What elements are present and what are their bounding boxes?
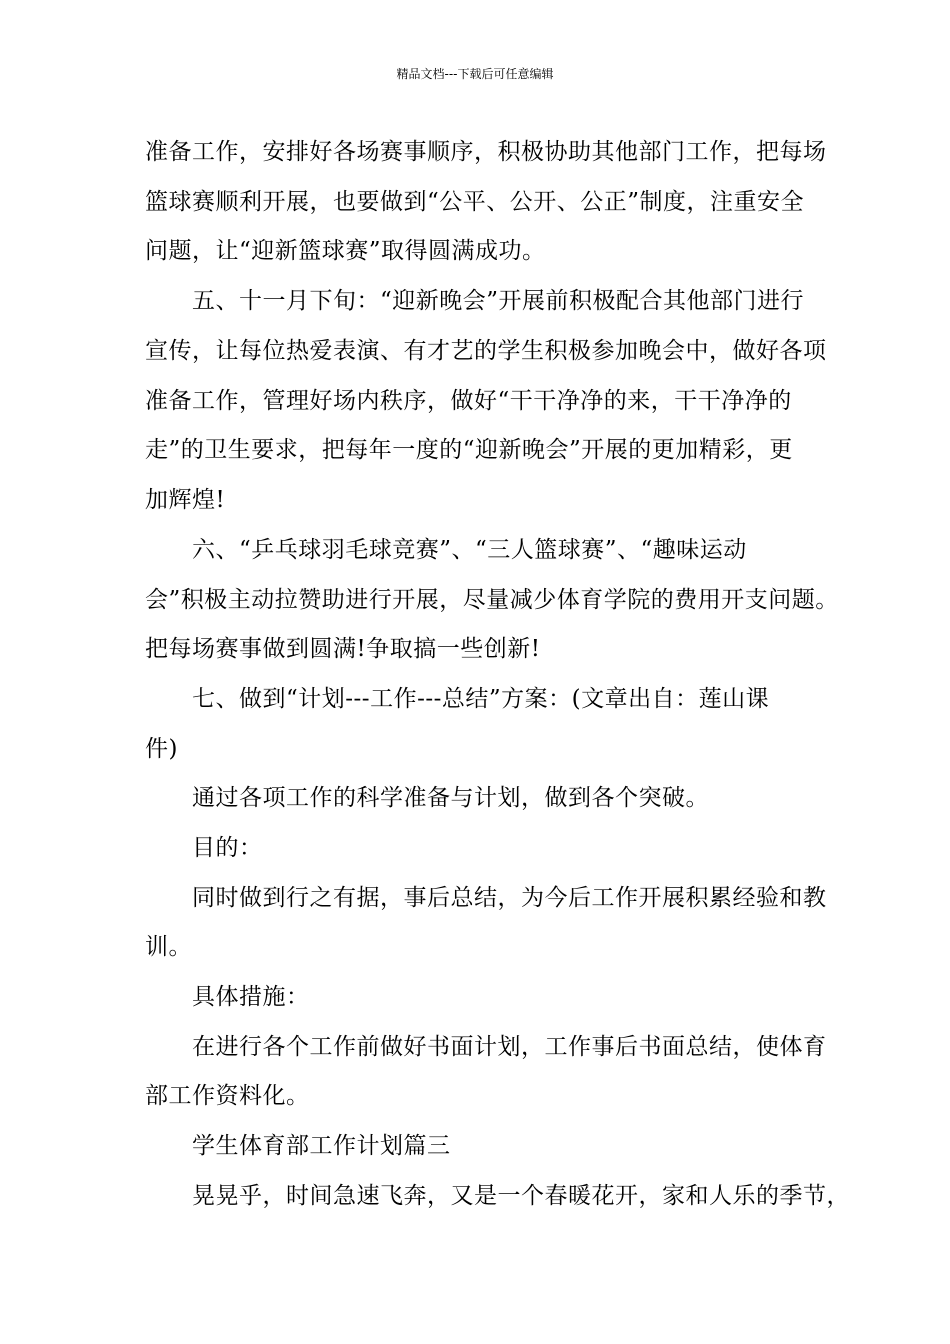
paragraph-line: 宣传，让每位热爱表演、有才艺的学生积极参加晚会中，做好各项: [145, 338, 827, 364]
paragraph-line: 通过各项工作的科学准备与计划，做到各个突破。: [192, 785, 709, 811]
paragraph-line: 六、“乒乓球羽毛球竞赛”、“三人篮球赛”、“趣味运动: [192, 537, 747, 563]
paragraph-line: 准备工作，管理好场内秩序，做好“干干净净的来，干干净净的: [145, 388, 792, 414]
paragraph-line: 七、做到“计划---工作---总结”方案：(文章出自：莲山课: [192, 686, 770, 712]
section-heading: 学生体育部工作计划篇三: [192, 1133, 451, 1159]
paragraph-line: 在进行各个工作前做好书面计划，工作事后书面总结，使体育: [192, 1034, 827, 1060]
paragraph-line: 会”积极主动拉赞助进行开展，尽量减少体育学院的费用开支问题。: [145, 587, 839, 613]
paragraph-line: 同时做到行之有据，事后总结，为今后工作开展积累经验和教: [192, 885, 827, 911]
paragraph-line: 训。: [145, 934, 192, 960]
paragraph-line: 走”的卫生要求，把每年一度的“迎新晚会”开展的更加精彩，更: [145, 437, 793, 463]
paragraph-line: 部工作资料化。: [145, 1083, 310, 1109]
paragraph-line: 具体措施：: [192, 984, 310, 1010]
paragraph-line: 准备工作，安排好各场赛事顺序，积极协助其他部门工作，把每场: [145, 139, 827, 165]
paragraph-line: 五、十一月下旬：“迎新晚会”开展前积极配合其他部门进行: [192, 288, 805, 314]
paragraph-line: 把每场赛事做到圆满!争取搞一些创新!: [145, 636, 541, 662]
page-header: 精品文档---下载后可任意编辑: [396, 67, 554, 81]
paragraph-line: 篮球赛顺利开展，也要做到“公平、公开、公正”制度，注重安全: [145, 189, 805, 215]
paragraph-line: 问题，让“迎新篮球赛”取得圆满成功。: [145, 238, 546, 264]
paragraph-line: 加辉煌!: [145, 487, 226, 513]
paragraph-line: 件): [145, 736, 178, 762]
paragraph-line: 目的：: [192, 835, 263, 861]
paragraph-line: 晃晃乎，时间急速飞奔，又是一个春暖花开，家和人乐的季节，: [192, 1183, 850, 1209]
